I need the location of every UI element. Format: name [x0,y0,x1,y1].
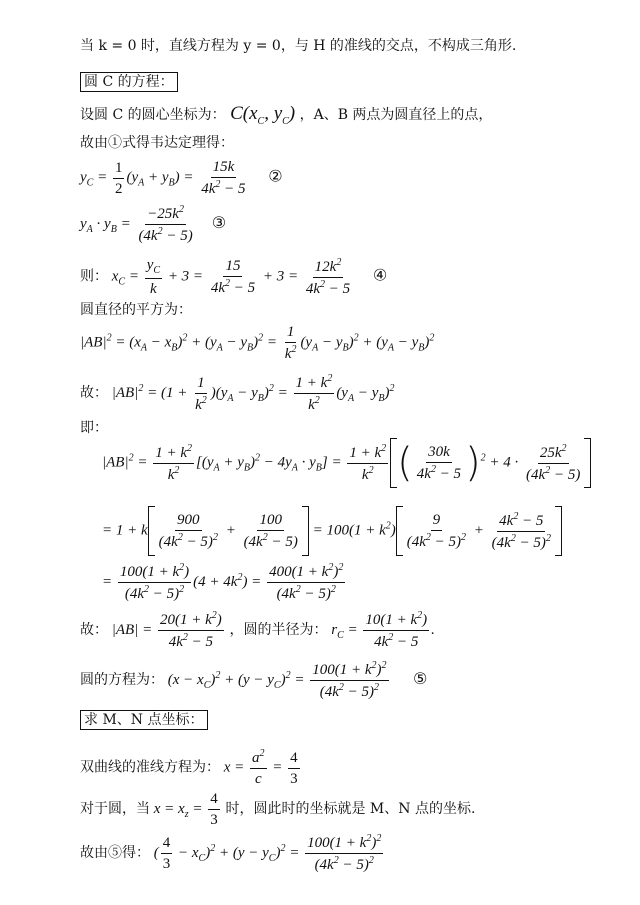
equation-yc: $y_C$ = $\frac{1}{2}$ $(y_A + y_B)$ = $\frac{15k}{4k^2 - 5}$ ② [80,159,283,197]
equation-expand-2: = 1 + k $\frac{900}{(4k^2 - 5)^2}$ + $\frac{100}{(4k^2 - 5)}$ = $100(1 + k^2)$ $\frac{9}{(4k^2 - 5)^2}$ + $\frac{4k^2 - 5}{(4k^2 - 5)^2}$ [102,506,562,556]
equation-xc: 则： $x_C$ = $\frac{y_C}{k}$ + 3 = $\frac{15}{4k^2 - 5}$ + 3 = $\frac{12k^2}{4k^2 - 5}$ ④ [80,256,388,297]
equation-final: 故由⑤得： ( $\frac{4}{3}$ − $x_C)^2 + (y - y_C)^2$ = $\frac{100(1 + k^2)^2}{(4k^2 - 5)^2}$ [80,833,382,873]
section-title-circle-equation [80,74,178,91]
equation-ab-radius: 故： |AB| = $\frac{20(1 + k^2)}{4k^2 - 5}$ ，圆的半径为： $r_C$ = $\frac{10(1 + k^2)}{4k^2 - 5}$ . [80,610,435,650]
equation-ab-squared-simplified: 故： $|AB|^2 = (1$ + $\frac{1}{k^2}$ )$(y_A - y_B)^2$ = $\frac{1 + k^2}{k^2}$ $(y_A - y_B)^2$ [80,373,395,413]
equation-ya-yb: $y_A \cdot y_B$ = $\frac{-25k^2}{(4k^2 - 5)}$ ③ [80,204,227,244]
text-line-diameter-squared: 圆直径的平方为： [80,302,192,318]
equation-directrix: 双曲线的准线方程为： x = $\frac{a^2}{c}$ = $\frac{4}{3}$ [80,748,298,787]
text-line-vieta: 故由①式得韦达定理得： [80,135,234,151]
equation-circle: 圆的方程为： $(x - x_C)^2 + (y - y_C)^2$ = $\frac{100(1 + k^2)^2}{(4k^2 - 5)^2}$ ⑤ [80,660,428,700]
text-line-center-coords: 设圆 C 的圆心坐标为： $C(x_C$, $y_C$) ，A、B 两点为圆直径上的点， [80,103,493,127]
equation-ab-squared: $|AB|^2 = (x_A - x_B)^2 + (y_A - y_B)^2$ = $\frac{1}{k^2}$ $(y_A - y_B)^2 + (y_A - y_B)^2$ [80,324,435,362]
equation-expand-3: = $\frac{100(1 + k^2)}{(4k^2 - 5)^2}$ $(4 + 4k^2)$ = $\frac{400(1 + k^2)^2}{(4k^2 - 5)^2}$ [102,562,344,602]
boxed-title: 圆 C 的方程： [80,72,178,92]
text-line-circle-x: 对于圆，当 $x = x_z$ = $\frac{4}{3}$ 时，圆此时的坐标就是 M、N 点的坐标. [80,791,476,828]
boxed-title: 求 M、N 点坐标： [80,710,208,730]
text-label-ji: 即： [80,420,108,436]
section-title-mn-coords [80,712,208,729]
text-line-k-zero: 当 k = 0 时，直线方程为 y = 0，与 H 的准线的交点，不构成三角形. [80,38,517,54]
equation-expand-1: $|AB|^2$ = $\frac{1 + k^2}{k^2}$ $[(y_A + y_B)^2 - 4y_A \cdot y_B]$ = $\frac{1 + k^2}{k^2}$ ( $\frac{30k}{4k^2 - 5}$ )$^2$ + 4 · $\frac{25k^2}{(4k^2 - 5)}$ [102,438,591,488]
